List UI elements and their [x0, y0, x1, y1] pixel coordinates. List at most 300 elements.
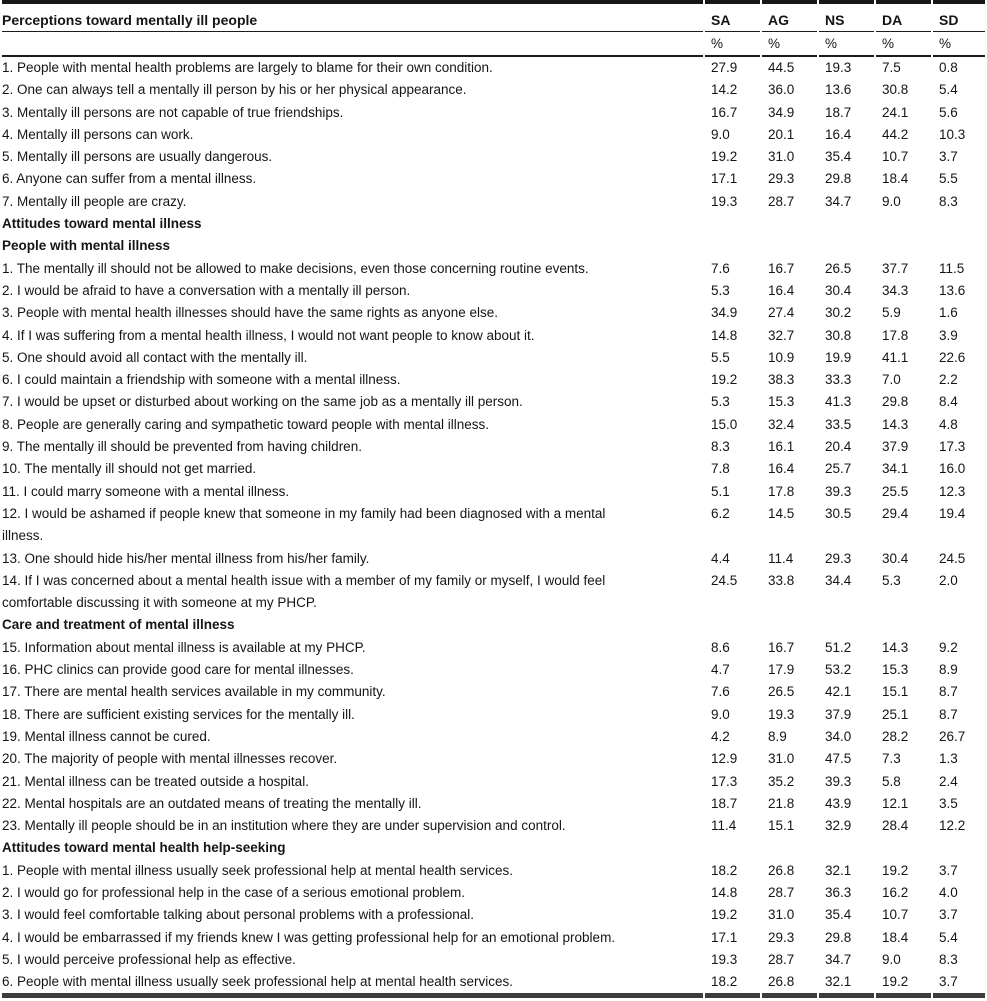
value-cell: 16.7: [768, 639, 795, 655]
value-cell: 19.3: [768, 706, 795, 722]
value-cell: 4.2: [711, 728, 730, 744]
value-cell: 15.3: [768, 394, 795, 410]
value-cell: 14.5: [768, 505, 795, 521]
value-cell: 31.0: [768, 149, 795, 165]
table-title: Perceptions toward mentally ill people: [2, 0, 703, 32]
value-cell: 3.7: [939, 907, 958, 923]
value-cell: 15.3: [882, 662, 909, 678]
value-cell: 10.7: [882, 907, 909, 923]
value-cell: 16.7: [711, 104, 738, 120]
statement-cell: [2, 815, 703, 837]
table-row: [2, 949, 985, 971]
statement-cell: [2, 681, 703, 703]
value-cell: 10.3: [939, 126, 966, 142]
value-cell: 28.4: [882, 818, 909, 834]
table-row: [2, 793, 985, 815]
value-cell: 5.3: [711, 282, 730, 298]
value-cell: 7.0: [882, 372, 901, 388]
value-cell: 3.9: [939, 327, 958, 343]
statement-cell: [2, 548, 703, 570]
value-cell: 12.3: [939, 483, 966, 499]
value-cell: 19.2: [882, 862, 909, 878]
statement-cell: [2, 726, 703, 748]
statement-text: 3. People with mental health illnesses should have the same rights as anyone else.: [2, 305, 499, 321]
statement-text: 3. Mentally ill persons are not capable of true friendships.: [2, 104, 344, 120]
table-row: [2, 302, 985, 324]
value-cell: 36.0: [768, 82, 795, 98]
value-cell: 14.8: [711, 884, 738, 900]
value-cell: 47.5: [825, 751, 852, 767]
statement-cell: [2, 391, 703, 413]
value-cell: 24.1: [882, 104, 909, 120]
statement-text: 9. The mentally ill should be prevented from having children.: [2, 439, 362, 455]
value-cell: 4.0: [939, 884, 958, 900]
statement-text: 6. Anyone can suffer from a mental illness.: [2, 171, 257, 187]
statement-cell: [2, 704, 703, 726]
statement-text: 4. I would be embarrassed if my friends knew I was getting professional help for an emotional problem.: [2, 929, 616, 945]
value-cell: 5.3: [882, 572, 901, 588]
value-cell: 7.3: [882, 751, 901, 767]
statement-cell: [2, 659, 703, 681]
table-row: [2, 436, 985, 458]
value-cell: 2.2: [939, 372, 958, 388]
value-cell: 29.3: [825, 550, 852, 566]
unit-percent-sa: %: [705, 32, 760, 57]
table-header: [2, 0, 985, 57]
section-heading-row: [2, 213, 985, 235]
statement-cell: [2, 325, 703, 347]
statement-text-continued: illness.: [2, 528, 44, 544]
value-cell: 26.5: [825, 260, 852, 276]
value-cell: 5.6: [939, 104, 958, 120]
value-cell: 9.0: [711, 706, 730, 722]
value-cell: 5.1: [711, 483, 730, 499]
value-cell: 4.8: [939, 416, 958, 432]
statement-cell: [2, 302, 703, 324]
value-cell: 8.9: [768, 728, 787, 744]
column-header-da: DA: [876, 0, 931, 32]
value-cell: 34.1: [882, 461, 909, 477]
statement-cell: [2, 436, 703, 458]
statement-text: 1. The mentally ill should not be allowed to make decisions, even those concerning routine events.: [2, 260, 589, 276]
statement-text: 22. Mental hospitals are an outdated means of treating the mentally ill.: [2, 795, 422, 811]
table-row: [2, 79, 985, 101]
table-row: [2, 503, 985, 548]
table-row: [2, 570, 985, 615]
statement-cell: [2, 481, 703, 503]
statement-cell: [2, 146, 703, 168]
table-row: [2, 391, 985, 413]
value-cell: 8.4: [939, 394, 958, 410]
statement-text: 2. I would go for professional help in the case of a serious emotional problem.: [2, 884, 466, 900]
statement-text: 5. One should avoid all contact with the mentally ill.: [2, 349, 308, 365]
statement-text: 16. PHC clinics can provide good care for mental illnesses.: [2, 662, 354, 678]
value-cell: 17.3: [939, 439, 966, 455]
section-heading: Attitudes toward mental health help-seeking: [2, 840, 286, 856]
value-cell: 29.3: [768, 929, 795, 945]
table-row: [2, 57, 985, 79]
value-cell: 19.2: [711, 149, 738, 165]
value-cell: 25.7: [825, 461, 852, 477]
statement-text: 21. Mental illness can be treated outside a hospital.: [2, 773, 309, 789]
value-cell: 5.8: [882, 773, 901, 789]
table-row: [2, 726, 985, 748]
table-title-row: [2, 0, 985, 32]
value-cell: 12.1: [882, 795, 909, 811]
table-row: [2, 124, 985, 146]
value-cell: 11.5: [939, 260, 965, 276]
table-row: [2, 347, 985, 369]
value-cell: 35.4: [825, 907, 852, 923]
statement-cell: [2, 570, 703, 615]
value-cell: 51.2: [825, 639, 852, 655]
table-row: [2, 659, 985, 681]
value-cell: 14.3: [882, 416, 909, 432]
value-cell: 3.7: [933, 971, 985, 998]
value-cell: 39.3: [825, 773, 852, 789]
value-cell: 17.8: [768, 483, 795, 499]
value-cell: 32.4: [768, 416, 795, 432]
table-row: [2, 146, 985, 168]
value-cell: 18.4: [882, 929, 909, 945]
value-cell: 30.4: [825, 282, 852, 298]
value-cell: 29.4: [882, 505, 909, 521]
value-cell: 8.3: [939, 951, 958, 967]
value-cell: 33.8: [768, 572, 795, 588]
value-cell: 34.7: [825, 951, 852, 967]
value-cell: 26.7: [939, 728, 966, 744]
value-cell: 34.3: [882, 282, 909, 298]
value-cell: 28.2: [882, 728, 909, 744]
value-cell: 19.3: [711, 951, 738, 967]
value-cell: 7.5: [882, 60, 901, 75]
statement-text: 19. Mental illness cannot be cured.: [2, 728, 211, 744]
value-cell: 9.0: [711, 126, 730, 142]
statement-cell: [2, 882, 703, 904]
value-cell: 16.1: [768, 439, 795, 455]
value-cell: 20.4: [825, 439, 852, 455]
value-cell: 5.5: [711, 349, 730, 365]
value-cell: 34.4: [825, 572, 852, 588]
value-cell: 53.2: [825, 662, 852, 678]
statement-text: 7. Mentally ill people are crazy.: [2, 193, 187, 209]
section-heading-row: [2, 837, 985, 859]
section-heading: People with mental illness: [2, 238, 171, 254]
table-row: [2, 102, 985, 124]
statement-cell: [2, 280, 703, 302]
table-row: [2, 369, 985, 391]
statement-text: 11. I could marry someone with a mental illness.: [2, 483, 290, 499]
table-row: [2, 882, 985, 904]
statement-text: 13. One should hide his/her mental illness from his/her family.: [2, 550, 370, 566]
value-cell: 16.4: [768, 461, 795, 477]
value-cell: 5.3: [711, 394, 730, 410]
value-cell: 27.9: [711, 60, 738, 75]
value-cell: 17.1: [711, 929, 738, 945]
statement-text: 15. Information about mental illness is available at my PHCP.: [2, 639, 366, 655]
table-row: [2, 771, 985, 793]
value-cell: 18.2: [705, 971, 760, 998]
value-cell: 32.9: [825, 818, 852, 834]
value-cell: 19.9: [825, 349, 852, 365]
statement-text: 10. The mentally ill should not get married.: [2, 461, 257, 477]
statement-cell: [2, 503, 703, 548]
value-cell: 0.8: [939, 60, 958, 75]
value-cell: 19.4: [939, 505, 966, 521]
statement-cell: [2, 771, 703, 793]
value-cell: 19.3: [825, 60, 852, 75]
value-cell: 16.2: [882, 884, 909, 900]
value-cell: 26.8: [762, 971, 817, 998]
value-cell: 31.0: [768, 751, 795, 767]
value-cell: 37.7: [882, 260, 909, 276]
value-cell: 11.4: [768, 550, 794, 566]
value-cell: 18.4: [882, 171, 909, 187]
value-cell: 39.3: [825, 483, 852, 499]
statement-text: 4. Mentally ill persons can work.: [2, 126, 194, 142]
statement-cell: [2, 258, 703, 280]
value-cell: 17.9: [768, 662, 795, 678]
value-cell: 18.7: [825, 104, 852, 120]
value-cell: 12.9: [711, 751, 738, 767]
statement-text: 18. There are sufficient existing services for the mentally ill.: [2, 706, 355, 722]
value-cell: 5.5: [939, 171, 958, 187]
value-cell: 30.8: [882, 82, 909, 98]
statement-text: 2. I would be afraid to have a conversation with a mentally ill person.: [2, 282, 411, 298]
value-cell: 36.3: [825, 884, 852, 900]
statement-cell: [2, 793, 703, 815]
value-cell: 32.1: [819, 971, 874, 998]
statement-text: 5. I would perceive professional help as effective.: [2, 951, 296, 967]
column-header-sd: SD: [933, 0, 985, 32]
statement-text: 5. Mentally ill persons are usually dangerous.: [2, 149, 273, 165]
statement-text: 8. People are generally caring and sympathetic toward people with mental illness.: [2, 416, 490, 432]
value-cell: 30.2: [825, 305, 852, 321]
value-cell: 17.8: [882, 327, 909, 343]
table-row: [2, 258, 985, 280]
table-row: [2, 748, 985, 770]
value-cell: 29.3: [768, 171, 795, 187]
unit-percent-da: %: [876, 32, 931, 57]
value-cell: 25.1: [882, 706, 909, 722]
value-cell: 27.4: [768, 305, 795, 321]
table-row: [2, 681, 985, 703]
value-cell: 43.9: [825, 795, 852, 811]
statement-cell: [2, 102, 703, 124]
value-cell: 26.5: [768, 684, 795, 700]
value-cell: 29.8: [825, 929, 852, 945]
table-row: [2, 904, 985, 926]
value-cell: 35.2: [768, 773, 795, 789]
value-cell: 16.4: [825, 126, 852, 142]
unit-row: [2, 32, 985, 57]
value-cell: 19.3: [711, 193, 738, 209]
statement-cell: [2, 124, 703, 146]
table-row: [2, 280, 985, 302]
value-cell: 33.3: [825, 372, 852, 388]
value-cell: 28.7: [768, 193, 795, 209]
statement-text: 23. Mentally ill people should be in an institution where they are under supervision and control.: [2, 818, 566, 834]
statement-cell: [2, 949, 703, 971]
value-cell: 20.1: [768, 126, 795, 142]
value-cell: 18.2: [711, 862, 738, 878]
column-header-ns: NS: [819, 0, 874, 32]
value-cell: 4.7: [711, 662, 730, 678]
statement-cell: [2, 79, 703, 101]
statement-cell: [2, 347, 703, 369]
value-cell: 22.6: [939, 349, 966, 365]
statement-text: 17. There are mental health services available in my community.: [2, 684, 386, 700]
table-row: [2, 414, 985, 436]
value-cell: 16.0: [939, 461, 966, 477]
value-cell: 2.4: [939, 773, 958, 789]
value-cell: 42.1: [825, 684, 852, 700]
table-body: [2, 57, 985, 998]
value-cell: 8.7: [939, 684, 958, 700]
value-cell: 15.0: [711, 416, 738, 432]
statement-text: 1. People with mental illness usually seek professional help at mental health services.: [2, 862, 514, 878]
table-row: [2, 191, 985, 213]
statement-cell: [2, 414, 703, 436]
unit-percent-ag: %: [762, 32, 817, 57]
value-cell: 41.3: [825, 394, 852, 410]
value-cell: 16.4: [768, 282, 795, 298]
value-cell: 21.8: [768, 795, 795, 811]
value-cell: 7.6: [711, 684, 730, 700]
statement-cell: [2, 168, 703, 190]
value-cell: 32.1: [825, 862, 852, 878]
value-cell: 9.0: [882, 193, 901, 209]
value-cell: 14.2: [711, 82, 738, 98]
value-cell: 8.3: [711, 439, 730, 455]
value-cell: 44.2: [882, 126, 909, 142]
statement-cell: [2, 57, 703, 79]
value-cell: 30.8: [825, 327, 852, 343]
statement-text: 7. I would be upset or disturbed about working on the same job as a mentally ill person.: [2, 394, 523, 410]
value-cell: 37.9: [825, 706, 852, 722]
value-cell: 19.2: [876, 971, 931, 998]
value-cell: 18.7: [711, 795, 738, 811]
value-cell: 3.7: [939, 149, 958, 165]
statement-text: 12. I would be ashamed if people knew that someone in my family had been diagnosed with a mental: [2, 505, 606, 521]
statement-text: 1. People with mental health problems are largely to blame for their own condition.: [2, 60, 493, 75]
value-cell: 3.5: [939, 795, 958, 811]
value-cell: 7.8: [711, 461, 730, 477]
value-cell: 14.8: [711, 327, 738, 343]
statement-cell: [2, 971, 703, 998]
value-cell: 19.2: [711, 372, 738, 388]
table-row: [2, 458, 985, 480]
value-cell: 5.4: [939, 929, 958, 945]
statement-text: 3. I would feel comfortable talking about personal problems with a professional.: [2, 907, 475, 923]
statement-cell: [2, 458, 703, 480]
value-cell: 9.2: [939, 639, 958, 655]
value-cell: 31.0: [768, 907, 795, 923]
table-row: [2, 815, 985, 837]
value-cell: 41.1: [882, 349, 909, 365]
value-cell: 35.4: [825, 149, 852, 165]
value-cell: 16.7: [768, 260, 795, 276]
value-cell: 14.3: [882, 639, 909, 655]
value-cell: 17.1: [711, 171, 738, 187]
value-cell: 11.4: [711, 818, 737, 834]
value-cell: 33.5: [825, 416, 852, 432]
column-header-sa: SA: [705, 0, 760, 32]
value-cell: 34.9: [768, 104, 795, 120]
value-cell: 28.7: [768, 951, 795, 967]
value-cell: 24.5: [711, 572, 738, 588]
value-cell: 44.5: [768, 60, 795, 75]
value-cell: 34.9: [711, 305, 738, 321]
statement-cell: [2, 748, 703, 770]
section-heading: Care and treatment of mental illness: [2, 617, 235, 633]
value-cell: 25.5: [882, 483, 909, 499]
value-cell: 1.3: [939, 751, 958, 767]
value-cell: 26.8: [768, 862, 795, 878]
table-row: [2, 548, 985, 570]
table-row: [2, 481, 985, 503]
value-cell: 7.6: [711, 260, 730, 276]
value-cell: 6.2: [711, 505, 730, 521]
value-cell: 17.3: [711, 773, 738, 789]
value-cell: 28.7: [768, 884, 795, 900]
table-row: [2, 927, 985, 949]
value-cell: 37.9: [882, 439, 909, 455]
value-cell: 4.4: [711, 550, 730, 566]
value-cell: 24.5: [939, 550, 966, 566]
table-row: [2, 168, 985, 190]
value-cell: 9.0: [882, 951, 901, 967]
value-cell: 19.2: [711, 907, 738, 923]
value-cell: 12.2: [939, 818, 966, 834]
statement-text: 2. One can always tell a mentally ill person by his or her physical appearance.: [2, 82, 467, 98]
value-cell: 5.4: [939, 82, 958, 98]
value-cell: 38.3: [768, 372, 795, 388]
value-cell: 13.6: [939, 282, 966, 298]
value-cell: 2.0: [939, 572, 958, 588]
statement-text-continued: comfortable discussing it with someone at my PHCP.: [2, 595, 317, 611]
table-row: [2, 971, 985, 998]
statement-text: 6. People with mental illness usually seek professional help at mental health services.: [2, 974, 514, 990]
statement-text: 4. If I was suffering from a mental health illness, I would not want people to know about it.: [2, 327, 535, 343]
value-cell: 8.9: [939, 662, 958, 678]
value-cell: 15.1: [882, 684, 909, 700]
section-heading-row: [2, 614, 985, 636]
value-cell: 8.7: [939, 706, 958, 722]
value-cell: 3.7: [939, 862, 958, 878]
value-cell: 10.9: [768, 349, 795, 365]
section-heading-row: [2, 235, 985, 257]
statement-cell: [2, 369, 703, 391]
value-cell: 10.7: [882, 149, 909, 165]
value-cell: 8.3: [939, 193, 958, 209]
column-header-ag: AG: [762, 0, 817, 32]
table-row: [2, 860, 985, 882]
value-cell: 15.1: [768, 818, 795, 834]
value-cell: 8.6: [711, 639, 730, 655]
statement-text: 6. I could maintain a friendship with someone with a mental illness.: [2, 372, 401, 388]
value-cell: 29.8: [825, 171, 852, 187]
statement-cell: [2, 927, 703, 949]
value-cell: 30.5: [825, 505, 852, 521]
section-heading: Attitudes toward mental illness: [2, 216, 202, 232]
table-row: [2, 704, 985, 726]
statement-cell: [2, 904, 703, 926]
value-cell: 5.9: [882, 305, 901, 321]
value-cell: 34.7: [825, 193, 852, 209]
statement-cell: [2, 860, 703, 882]
unit-percent-sd: %: [933, 32, 985, 57]
